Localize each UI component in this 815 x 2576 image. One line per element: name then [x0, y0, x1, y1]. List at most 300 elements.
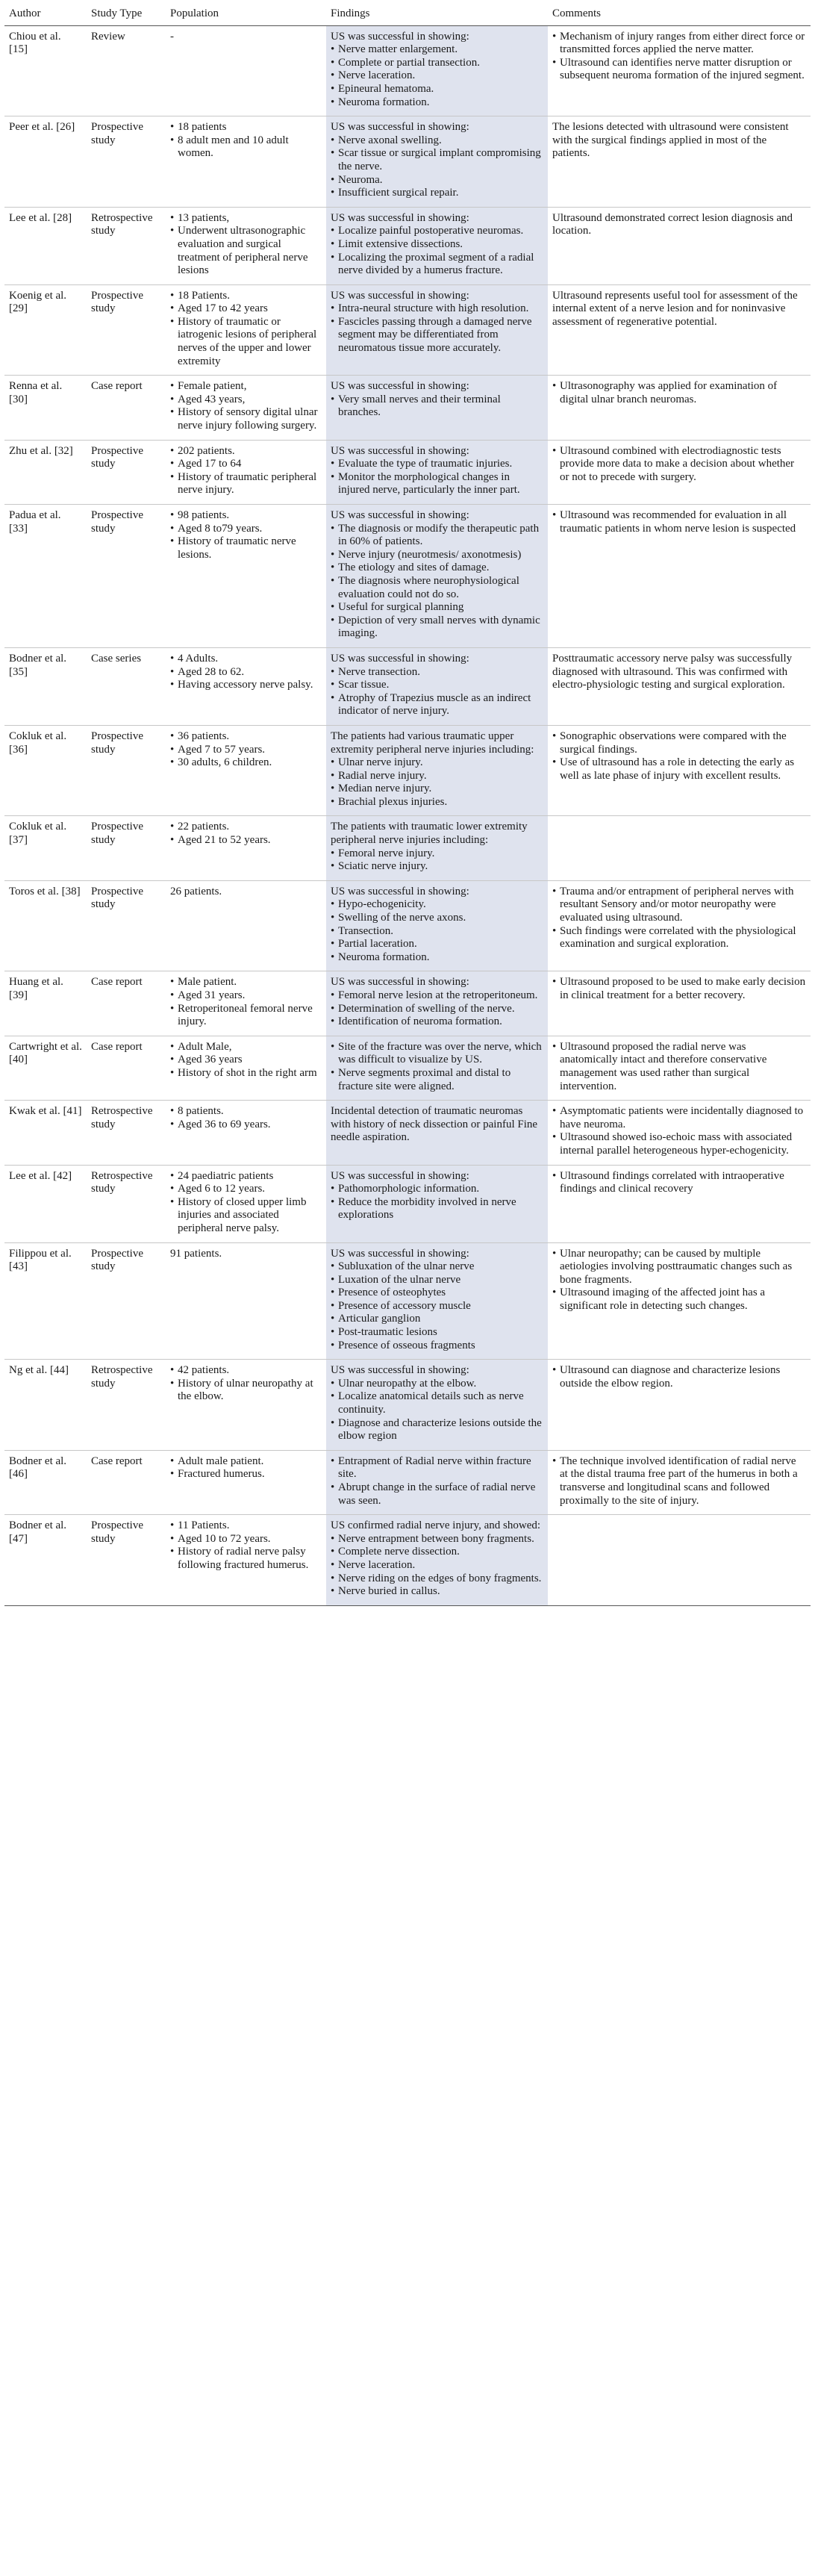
cell-lead-text: US was successful in showing: — [331, 885, 469, 897]
bullet-item: • Adult male patient. — [170, 1455, 322, 1469]
cell-findings — [326, 971, 548, 1036]
header-row — [4, 6, 811, 25]
cell-author: Bodner et al. [35] — [4, 647, 87, 725]
table-row — [4, 1165, 811, 1242]
cell-population — [166, 505, 326, 648]
bullet-list — [331, 1260, 543, 1352]
cell-author: Bodner et al. [46] — [4, 1450, 87, 1514]
bullet-list — [552, 1170, 806, 1196]
bullet-item: • Female patient, — [170, 380, 322, 393]
cell-author: Cartwright et al. [40] — [4, 1036, 87, 1100]
bullet-item: • Nerve transection. — [331, 666, 543, 679]
cell-population — [166, 376, 326, 440]
cell-population — [166, 1360, 326, 1451]
bullet-item: • 18 patients — [170, 121, 322, 134]
bullet-list — [552, 380, 806, 406]
bullet-item: • History of ulnar neuropathy at the elbow. — [170, 1378, 322, 1404]
cell-lead-text: The patients had various traumatic upper extremity peripheral nerve injuries including: — [331, 729, 534, 756]
cell-author: Padua et al. [33] — [4, 505, 87, 648]
bullet-item: • Aged 6 to 12 years. — [170, 1183, 322, 1196]
cell-author: Cokluk et al. [37] — [4, 816, 87, 880]
cell-lead-text: US was successful in showing: — [331, 121, 469, 134]
cell-author: Peer et al. [26] — [4, 116, 87, 208]
bullet-item: • Femoral nerve injury. — [331, 847, 543, 861]
cell-lead-text: US was successful in showing: — [331, 1247, 469, 1260]
cell-author: Lee et al. [28] — [4, 207, 87, 284]
table-row — [4, 816, 811, 880]
cell-population — [166, 1515, 326, 1606]
table-row — [4, 284, 811, 376]
bullet-item: • Insufficient surgical repair. — [331, 187, 543, 200]
bullet-item: • Monitor the morphological changes in injured nerve, particularly the inner part. — [331, 471, 543, 497]
cell-population — [166, 440, 326, 504]
bullet-list — [331, 1378, 543, 1443]
cell-author: Koenig et al. [29] — [4, 284, 87, 376]
bullet-item: • Intra-neural structure with high resolution. — [331, 302, 543, 316]
cell-findings — [326, 25, 548, 116]
bullet-item: • Aged 21 to 52 years. — [170, 834, 322, 847]
bullet-item: • 36 patients. — [170, 730, 322, 744]
bullet-item: • Sciatic nerve injury. — [331, 860, 543, 874]
bullet-list — [170, 821, 322, 847]
bullet-list — [170, 445, 322, 497]
bullet-item: • Ultrasound was recommended for evaluation in all traumatic patients in whom nerve lesion is suspected — [552, 509, 806, 535]
bullet-item: • History of closed upper limb injuries and associated peripheral nerve palsy. — [170, 1196, 322, 1236]
bullet-list — [552, 1455, 806, 1508]
bullet-item: • Complete nerve dissection. — [331, 1546, 543, 1559]
bullet-item: • Determination of swelling of the nerve. — [331, 1003, 543, 1016]
cell-study-type: Prospective study — [87, 284, 166, 376]
cell-comments — [548, 207, 811, 284]
bullet-list — [552, 1105, 806, 1157]
cell-findings — [326, 816, 548, 880]
bullet-item: • Brachial plexus injuries. — [331, 796, 543, 809]
cell-lead-text: 91 patients. — [170, 1247, 222, 1260]
header-comments: Comments — [548, 6, 811, 25]
bullet-item: • Diagnose and characterize lesions outside the elbow region — [331, 1417, 543, 1443]
bullet-list — [170, 1455, 322, 1481]
bullet-list — [552, 445, 806, 485]
bullet-list — [331, 1455, 543, 1508]
cell-comments — [548, 1515, 811, 1606]
bullet-item: • Scar tissue or surgical implant compromising the nerve. — [331, 147, 543, 173]
bullet-item: • 11 Patients. — [170, 1519, 322, 1533]
cell-findings — [326, 647, 548, 725]
bullet-list — [331, 1533, 543, 1599]
bullet-item: • 24 paediatric patients — [170, 1170, 322, 1183]
bullet-item: • Hypo-echogenicity. — [331, 898, 543, 912]
cell-population — [166, 1450, 326, 1514]
cell-findings — [326, 1036, 548, 1100]
bullet-item: • Transection. — [331, 925, 543, 939]
bullet-item: • Ultrasound can diagnose and characterize lesions outside the elbow region. — [552, 1364, 806, 1390]
bullet-item: • Fractured humerus. — [170, 1468, 322, 1481]
cell-population — [166, 1036, 326, 1100]
cell-findings — [326, 505, 548, 648]
table-row — [4, 725, 811, 816]
bullet-list — [331, 898, 543, 964]
table-row — [4, 440, 811, 504]
cell-findings — [326, 376, 548, 440]
bullet-item: • Presence of osseous fragments — [331, 1340, 543, 1353]
bullet-list — [170, 1105, 322, 1131]
cell-comments — [548, 25, 811, 116]
bullet-item: • Aged 36 to 69 years. — [170, 1119, 322, 1132]
cell-study-type: Retrospective study — [87, 1360, 166, 1451]
cell-study-type: Prospective study — [87, 1242, 166, 1360]
cell-author: Toros et al. [38] — [4, 880, 87, 971]
bullet-item: • 98 patients. — [170, 509, 322, 523]
bullet-item: • 8 patients. — [170, 1105, 322, 1119]
cell-population — [166, 25, 326, 116]
bullet-item: • Use of ultrasound has a role in detecting the early as well as late phase of injury with excellent results. — [552, 756, 806, 783]
cell-study-type: Case series — [87, 647, 166, 725]
bullet-list — [331, 458, 543, 497]
bullet-list — [170, 380, 322, 432]
cell-lead-text: US was successful in showing: — [331, 211, 469, 224]
bullet-item: • Epineural hematoma. — [331, 83, 543, 96]
cell-comments — [548, 284, 811, 376]
bullet-item: • The diagnosis where neurophysiological evaluation could not do so. — [331, 575, 543, 601]
cell-population — [166, 971, 326, 1036]
bullet-item: • Aged 31 years. — [170, 989, 322, 1003]
cell-population — [166, 207, 326, 284]
bullet-list — [331, 134, 543, 200]
bullet-item: • 22 patients. — [170, 821, 322, 834]
table-row — [4, 505, 811, 648]
bullet-item: • Nerve laceration. — [331, 69, 543, 83]
bullet-item: • Localize anatomical details such as nerve continuity. — [331, 1390, 543, 1416]
bullet-item: • Aged 28 to 62. — [170, 666, 322, 679]
cell-author: Bodner et al. [47] — [4, 1515, 87, 1606]
cell-study-type: Prospective study — [87, 725, 166, 816]
bullet-item: • History of traumatic nerve lesions. — [170, 535, 322, 561]
bullet-list — [331, 666, 543, 718]
bullet-item: • 42 patients. — [170, 1364, 322, 1378]
cell-lead-text: - — [170, 30, 174, 43]
cell-population — [166, 284, 326, 376]
cell-findings — [326, 880, 548, 971]
table-row — [4, 376, 811, 440]
bullet-item: • History of shot in the right arm — [170, 1067, 322, 1080]
cell-study-type: Retrospective study — [87, 1165, 166, 1242]
cell-author: Cokluk et al. [36] — [4, 725, 87, 816]
cell-findings — [326, 284, 548, 376]
cell-author: Kwak et al. [41] — [4, 1101, 87, 1165]
cell-lead-text: US was successful in showing: — [331, 652, 469, 665]
cell-lead-text: Ultrasound demonstrated correct lesion diagnosis and location. — [552, 211, 793, 237]
bullet-item: • Such findings were correlated with the physiological examination and surgical exploration. — [552, 925, 806, 951]
bullet-item: • Neuroma formation. — [331, 951, 543, 965]
header-author: Author — [4, 6, 87, 25]
cell-comments — [548, 1036, 811, 1100]
table-row — [4, 647, 811, 725]
bullet-list — [552, 886, 806, 951]
bullet-item: • Aged 36 years — [170, 1054, 322, 1067]
cell-lead-text: US was successful in showing: — [331, 380, 469, 393]
cell-comments — [548, 725, 811, 816]
table-header — [4, 6, 811, 25]
bullet-item: • Luxation of the ulnar nerve — [331, 1274, 543, 1287]
header-study-type: Study Type — [87, 6, 166, 25]
header-findings: Findings — [326, 6, 548, 25]
cell-findings — [326, 1242, 548, 1360]
bullet-item: • Entrapment of Radial nerve within fracture site. — [331, 1455, 543, 1481]
bullet-item: • Nerve segments proximal and distal to fracture site were aligned. — [331, 1067, 543, 1093]
cell-findings — [326, 1360, 548, 1451]
bullet-item: • History of traumatic peripheral nerve injury. — [170, 471, 322, 497]
bullet-item: • Abrupt change in the surface of radial nerve was seen. — [331, 1481, 543, 1508]
bullet-item: • The etiology and sites of damage. — [331, 561, 543, 575]
bullet-item: • Ultrasound combined with electrodiagnostic tests provide more data to make a decision about whether or not to precede with surgery. — [552, 445, 806, 485]
bullet-list — [331, 1041, 543, 1093]
bullet-list — [552, 31, 806, 83]
cell-findings — [326, 1450, 548, 1514]
cell-lead-text: The patients with traumatic lower extremity peripheral nerve injuries including: — [331, 821, 528, 847]
cell-findings — [326, 116, 548, 208]
cell-comments — [548, 505, 811, 648]
bullet-item: • Nerve buried in callus. — [331, 1585, 543, 1599]
bullet-item: • Reduce the morbidity involved in nerve explorations — [331, 1196, 543, 1222]
cell-lead-text: US was successful in showing: — [331, 976, 469, 989]
bullet-item: • 13 patients, — [170, 212, 322, 225]
cell-lead-text: The lesions detected with ultrasound were consistent with the surgical findings applied in most of the patients. — [552, 121, 789, 160]
bullet-item: • Ulnar neuropathy; can be caused by multiple aetiologies involving posttraumatic changes such as bone fragments. — [552, 1248, 806, 1287]
cell-study-type: Retrospective study — [87, 1101, 166, 1165]
cell-comments — [548, 647, 811, 725]
bullet-item: • Ultrasonography was applied for examination of digital ulnar branch neuromas. — [552, 380, 806, 406]
bullet-list — [552, 1364, 806, 1390]
cell-study-type: Prospective study — [87, 440, 166, 504]
bullet-item: • Very small nerves and their terminal branches. — [331, 393, 543, 420]
table-row — [4, 25, 811, 116]
cell-comments — [548, 816, 811, 880]
cell-lead-text: 26 patients. — [170, 885, 222, 897]
cell-comments — [548, 1360, 811, 1451]
table-row — [4, 1450, 811, 1514]
bullet-item: • Depiction of very small nerves with dynamic imaging. — [331, 615, 543, 641]
cell-population — [166, 1165, 326, 1242]
bullet-item: • 30 adults, 6 children. — [170, 756, 322, 770]
bullet-item: • Aged 43 years, — [170, 393, 322, 407]
cell-lead-text: US was successful in showing: — [331, 444, 469, 457]
cell-comments — [548, 376, 811, 440]
table-row — [4, 971, 811, 1036]
cell-study-type: Case report — [87, 1036, 166, 1100]
bullet-item: • Ulnar nerve injury. — [331, 756, 543, 770]
bullet-item: • Ultrasound proposed to be used to make early decision in clinical treatment for a better recovery. — [552, 976, 806, 1002]
bullet-item: • The technique involved identification of radial nerve at the distal trauma free part of the humerus in both a transverse and longitudinal scans and followed proximally to the site of injury. — [552, 1455, 806, 1508]
bullet-list — [170, 653, 322, 692]
bullet-item: • Useful for surgical planning — [331, 601, 543, 615]
bullet-item: • Fascicles passing through a damaged nerve segment may be differentiated from neuromatous tissue more accurately. — [331, 316, 543, 355]
cell-lead-text: US was successful in showing: — [331, 1364, 469, 1377]
table-row — [4, 1360, 811, 1451]
bullet-item: • Localizing the proximal segment of a radial nerve divided by a humerus fracture. — [331, 252, 543, 278]
bullet-item: • Nerve laceration. — [331, 1559, 543, 1572]
bullet-list — [170, 212, 322, 278]
bullet-item: • Ultrasound showed iso-echoic mass with associated internal parallel heterogeneous hyper-echogenicity. — [552, 1131, 806, 1157]
cell-population — [166, 880, 326, 971]
bullet-item: • Subluxation of the ulnar nerve — [331, 1260, 543, 1274]
bullet-item: • Articular ganglion — [331, 1313, 543, 1326]
cell-study-type: Case report — [87, 971, 166, 1036]
cell-author: Filippou et al. [43] — [4, 1242, 87, 1360]
bullet-item: • Ultrasound proposed the radial nerve was anatomically intact and therefore conservative management was used rather than surgical intervention. — [552, 1041, 806, 1093]
cell-lead-text: Ultrasound represents useful tool for assessment of the internal extent of a nerve lesion and for noninvasive assessment of regenerative potential. — [552, 289, 798, 328]
bullet-item: • The diagnosis or modify the therapeutic path in 60% of patients. — [331, 523, 543, 549]
bullet-list — [170, 121, 322, 161]
cell-population — [166, 1101, 326, 1165]
header-population: Population — [166, 6, 326, 25]
cell-lead-text: US was successful in showing: — [331, 289, 469, 302]
cell-findings — [326, 1101, 548, 1165]
cell-comments — [548, 440, 811, 504]
bullet-list — [331, 393, 543, 420]
bullet-item: • Mechanism of injury ranges from either direct force or transmitted forces applied the nerve matter. — [552, 31, 806, 57]
cell-author: Chiou et al. [15] — [4, 25, 87, 116]
cell-author: Renna et al. [30] — [4, 376, 87, 440]
cell-findings — [326, 1515, 548, 1606]
bullet-item: • Ulnar neuropathy at the elbow. — [331, 1378, 543, 1391]
bullet-item: • 4 Adults. — [170, 653, 322, 666]
bullet-item: • Partial laceration. — [331, 938, 543, 951]
bullet-item: • Limit extensive dissections. — [331, 238, 543, 252]
cell-author: Lee et al. [42] — [4, 1165, 87, 1242]
table-row — [4, 116, 811, 208]
cell-findings — [326, 725, 548, 816]
bullet-item: • Nerve riding on the edges of bony fragments. — [331, 1572, 543, 1586]
cell-study-type: Prospective study — [87, 1515, 166, 1606]
cell-population — [166, 116, 326, 208]
cell-study-type: Prospective study — [87, 116, 166, 208]
bullet-item: • Retroperitoneal femoral nerve injury. — [170, 1003, 322, 1029]
cell-lead-text: US was successful in showing: — [331, 509, 469, 521]
bullet-item: • Presence of accessory muscle — [331, 1300, 543, 1313]
table-row — [4, 207, 811, 284]
bullet-item: • 8 adult men and 10 adult women. — [170, 134, 322, 161]
bullet-item: • Nerve injury (neurotmesis/ axonotmesis) — [331, 549, 543, 562]
bullet-item: • Presence of osteophytes — [331, 1287, 543, 1300]
bullet-list — [331, 1183, 543, 1222]
literature-review-table — [4, 6, 811, 1606]
bullet-list — [331, 756, 543, 809]
bullet-item: • Ultrasound can identifies nerve matter disruption or subsequent neuroma formation of the injured segment. — [552, 57, 806, 83]
bullet-list — [552, 1041, 806, 1093]
bullet-item: • Neuroma. — [331, 174, 543, 187]
table-body — [4, 25, 811, 1605]
cell-population — [166, 647, 326, 725]
table-row — [4, 880, 811, 971]
bullet-item: • Site of the fracture was over the nerve, which was difficult to visualize by US. — [331, 1041, 543, 1067]
table-row — [4, 1101, 811, 1165]
table-row — [4, 1036, 811, 1100]
bullet-list — [331, 43, 543, 109]
bullet-item: • Localize painful postoperative neuromas. — [331, 225, 543, 238]
bullet-list — [331, 847, 543, 874]
table-row — [4, 1515, 811, 1606]
bullet-list — [552, 509, 806, 535]
bullet-list — [170, 1364, 322, 1404]
bullet-item: • History of sensory digital ulnar nerve injury following surgery. — [170, 406, 322, 432]
cell-population — [166, 816, 326, 880]
cell-author: Ng et al. [44] — [4, 1360, 87, 1451]
bullet-list — [552, 1248, 806, 1313]
cell-findings — [326, 207, 548, 284]
bullet-list — [331, 523, 543, 641]
bullet-item: • Male patient. — [170, 976, 322, 989]
bullet-item: • Nerve entrapment between bony fragments. — [331, 1533, 543, 1546]
bullet-item: • Nerve axonal swelling. — [331, 134, 543, 148]
bullet-item: • 202 patients. — [170, 445, 322, 458]
bullet-item: • Aged 10 to 72 years. — [170, 1533, 322, 1546]
cell-author: Zhu et al. [32] — [4, 440, 87, 504]
bullet-item: • Ultrasound findings correlated with intraoperative findings and clinical recovery — [552, 1170, 806, 1196]
bullet-item: • Atrophy of Trapezius muscle as an indirect indicator of nerve injury. — [331, 692, 543, 718]
bullet-list — [170, 290, 322, 369]
bullet-item: • Pathomorphologic information. — [331, 1183, 543, 1196]
cell-lead-text: US confirmed radial nerve injury, and showed: — [331, 1519, 541, 1532]
cell-comments — [548, 1165, 811, 1242]
cell-comments — [548, 1450, 811, 1514]
bullet-list — [170, 730, 322, 770]
bullet-item: • Radial nerve injury. — [331, 770, 543, 783]
cell-study-type: Case report — [87, 1450, 166, 1514]
bullet-item: • Median nerve injury. — [331, 783, 543, 796]
bullet-item: • Scar tissue. — [331, 679, 543, 692]
bullet-list — [331, 989, 543, 1029]
bullet-item: • Aged 17 to 64 — [170, 458, 322, 471]
cell-comments — [548, 116, 811, 208]
bullet-list — [552, 976, 806, 1002]
bullet-item: • Nerve matter enlargement. — [331, 43, 543, 57]
bullet-list — [170, 976, 322, 1028]
bullet-list — [170, 509, 322, 561]
bullet-item: • Having accessory nerve palsy. — [170, 679, 322, 692]
bullet-list — [170, 1041, 322, 1080]
cell-population — [166, 725, 326, 816]
cell-lead-text: US was successful in showing: — [331, 30, 469, 43]
cell-lead-text: US was successful in showing: — [331, 1169, 469, 1182]
cell-lead-text: Posttraumatic accessory nerve palsy was successfully diagnosed with ultrasound. This was confirmed with electro-physiologic testing and surgical exploration. — [552, 652, 793, 691]
cell-lead-text: Incidental detection of traumatic neuromas with history of neck dissection or painful Fine needle aspiration. — [331, 1105, 538, 1144]
bullet-item: • Sonographic observations were compared with the surgical findings. — [552, 730, 806, 756]
cell-comments — [548, 1101, 811, 1165]
cell-study-type: Prospective study — [87, 505, 166, 648]
bullet-item: • Aged 17 to 42 years — [170, 302, 322, 316]
bullet-item: • Aged 7 to 57 years. — [170, 744, 322, 757]
bullet-item: • Femoral nerve lesion at the retroperitoneum. — [331, 989, 543, 1003]
table-row — [4, 1242, 811, 1360]
cell-study-type: Case report — [87, 376, 166, 440]
cell-findings — [326, 1165, 548, 1242]
bullet-item: • History of radial nerve palsy following fractured humerus. — [170, 1546, 322, 1572]
bullet-item: • Trauma and/or entrapment of peripheral nerves with resultant Sensory and/or motor neuropathy were evaluated using ultrasound. — [552, 886, 806, 925]
cell-comments — [548, 1242, 811, 1360]
cell-population — [166, 1242, 326, 1360]
bullet-list — [552, 730, 806, 783]
bullet-list — [331, 302, 543, 355]
bullet-item: • Evaluate the type of traumatic injuries. — [331, 458, 543, 471]
bullet-item: • Adult Male, — [170, 1041, 322, 1054]
bullet-list — [170, 1170, 322, 1236]
bullet-item: • Neuroma formation. — [331, 96, 543, 110]
cell-comments — [548, 971, 811, 1036]
bullet-item: • Asymptomatic patients were incidentally diagnosed to have neuroma. — [552, 1105, 806, 1131]
bullet-list — [331, 225, 543, 277]
cell-study-type: Review — [87, 25, 166, 116]
bullet-item: • Complete or partial transection. — [331, 57, 543, 70]
